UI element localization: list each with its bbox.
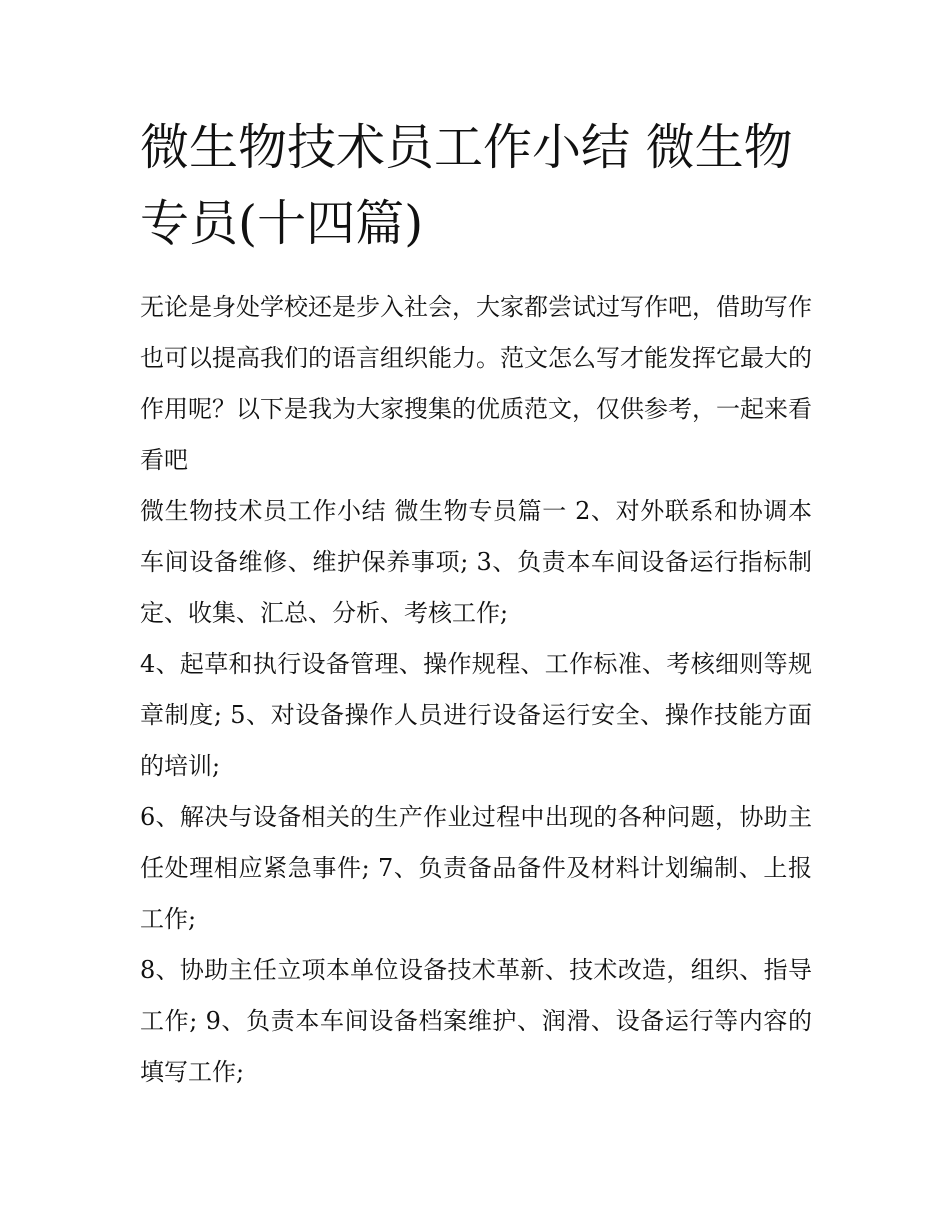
document-body [140,110,812,1098]
paragraph-items-6-7: 6、解决与设备相关的生产作业过程中出现的各种问题，协助主任处理相应紧急事件; 7、负责备品备件及材料计划编制、上报工作; [140,803,812,933]
paragraph-items-8-9: 8、协助主任立项本单位设备技术革新、技术改造，组织、指导工作; 9、负责本车间设备档案维护、润滑、设备运行等内容的填写工作; [140,956,812,1086]
paragraph-items-4-5: 4、起草和执行设备管理、操作规程、工作标准、考核细则等规章制度; 5、对设备操作人员进行设备运行安全、操作技能方面的培训; [140,650,812,780]
paragraph-section-one: 微生物技术员工作小结 微生物专员篇一 2、对外联系和协调本车间设备维修、维护保养事项; 3、负责本车间设备运行指标制定、收集、汇总、分析、考核工作; [140,497,812,627]
intro-paragraph: 无论是身处学校还是步入社会，大家都尝试过写作吧，借助写作也可以提高我们的语言组织能力。范文怎么写才能发挥它最大的作用呢？以下是我为大家搜集的优质范文，仅供参考，一起来看看吧 [140,293,812,474]
document-title: 微生物技术员工作小结 微生物专员(十四篇) [140,119,793,252]
